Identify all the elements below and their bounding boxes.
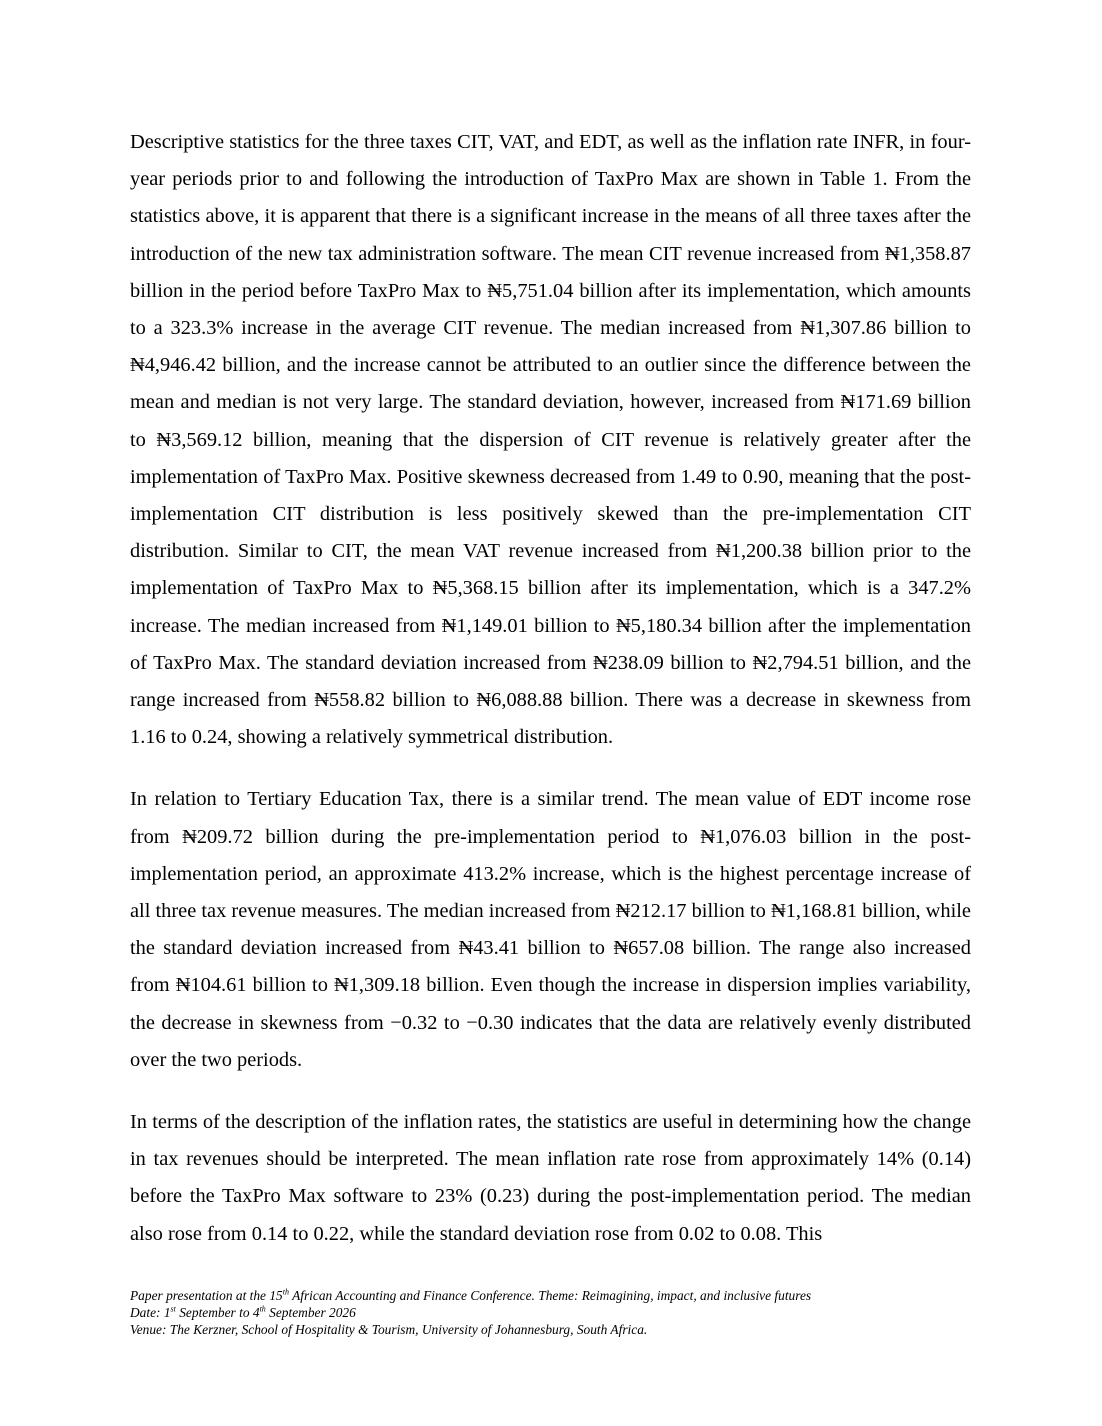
paragraph-descriptive-statistics: Descriptive statistics for the three taxes CIT, VAT, and EDT, as well as the inflation rate INFR, in four-year periods prior to and following the introduction of TaxPro Max are shown in Table 1. From the statistics above, it is apparent that there is a significant increase in the means of all three taxes after the introduction of the new tax administration software. The mean CIT revenue increased from ₦1,358.87 billion in the period before TaxPro Max to ₦5,751.04 billion after its implementation, which amounts to a 323.3% increase in the average CIT revenue. The median increased from ₦1,307.86 billion to ₦4,946.42 billion, and the increase cannot be attributed to an outlier since the difference between the mean and median is not very large. The standard deviation, however, increased from ₦171.69 billion to ₦3,569.12 billion, meaning that the dispersion of CIT revenue is relatively greater after the implementation of TaxPro Max. Positive skewness decreased from 1.49 to 0.90, meaning that the post-implementation CIT distribution is less positively skewed than the pre-implementation CIT distribution. Similar to CIT, the mean VAT revenue increased from ₦1,200.38 billion prior to the implementation of TaxPro Max to ₦5,368.15 billion after its implementation, which is a 347.2% increase. The median increased from ₦1,149.01 billion to ₦5,180.34 billion after the implementation of TaxPro Max. The standard deviation increased from ₦238.09 billion to ₦2,794.51 billion, and the range increased from ₦558.82 billion to ₦6,088.88 billion. There was a decrease in skewness from 1.16 to 0.24, showing a relatively symmetrical distribution.	[130, 131, 971, 749]
footer-venue-line: Venue: The Kerzner, School of Hospitality & Tourism, University of Johannesburg, South Africa.	[130, 1322, 648, 1337]
body-text	[130, 124, 971, 1253]
footer-conference-line: Paper presentation at the 15th African Accounting and Finance Conference. Theme: Reimagining, impact, and inclusive futures	[130, 1287, 812, 1303]
paragraph-tertiary-education-tax: In relation to Tertiary Education Tax, there is a similar trend. The mean value of EDT income rose from ₦209.72 billion during the pre-implementation period to ₦1,076.03 billion in the post-implementation period, an approximate 413.2% increase, which is the highest percentage increase of all three tax revenue measures. The median increased from ₦212.17 billion to ₦1,168.81 billion, while the standard deviation increased from ₦43.41 billion to ₦657.08 billion. The range also increased from ₦104.61 billion to ₦1,309.18 billion. Even though the increase in dispersion implies variability, the decrease in skewness from −0.32 to −0.30 indicates that the data are relatively evenly distributed over the two periods.	[130, 788, 971, 1071]
footer-date-line: Date: 1st September to 4th September 2026	[130, 1304, 356, 1320]
paragraph-inflation-rates: In terms of the description of the inflation rates, the statistics are useful in determining how the change in tax revenues should be interpreted. The mean inflation rate rose from approximately 14% (0.14) before the TaxPro Max software to 23% (0.23) during the post-implementation period. The median also rose from 0.14 to 0.22, while the standard deviation rose from 0.02 to 0.08. This	[130, 1111, 971, 1245]
page-footer	[130, 1287, 990, 1338]
